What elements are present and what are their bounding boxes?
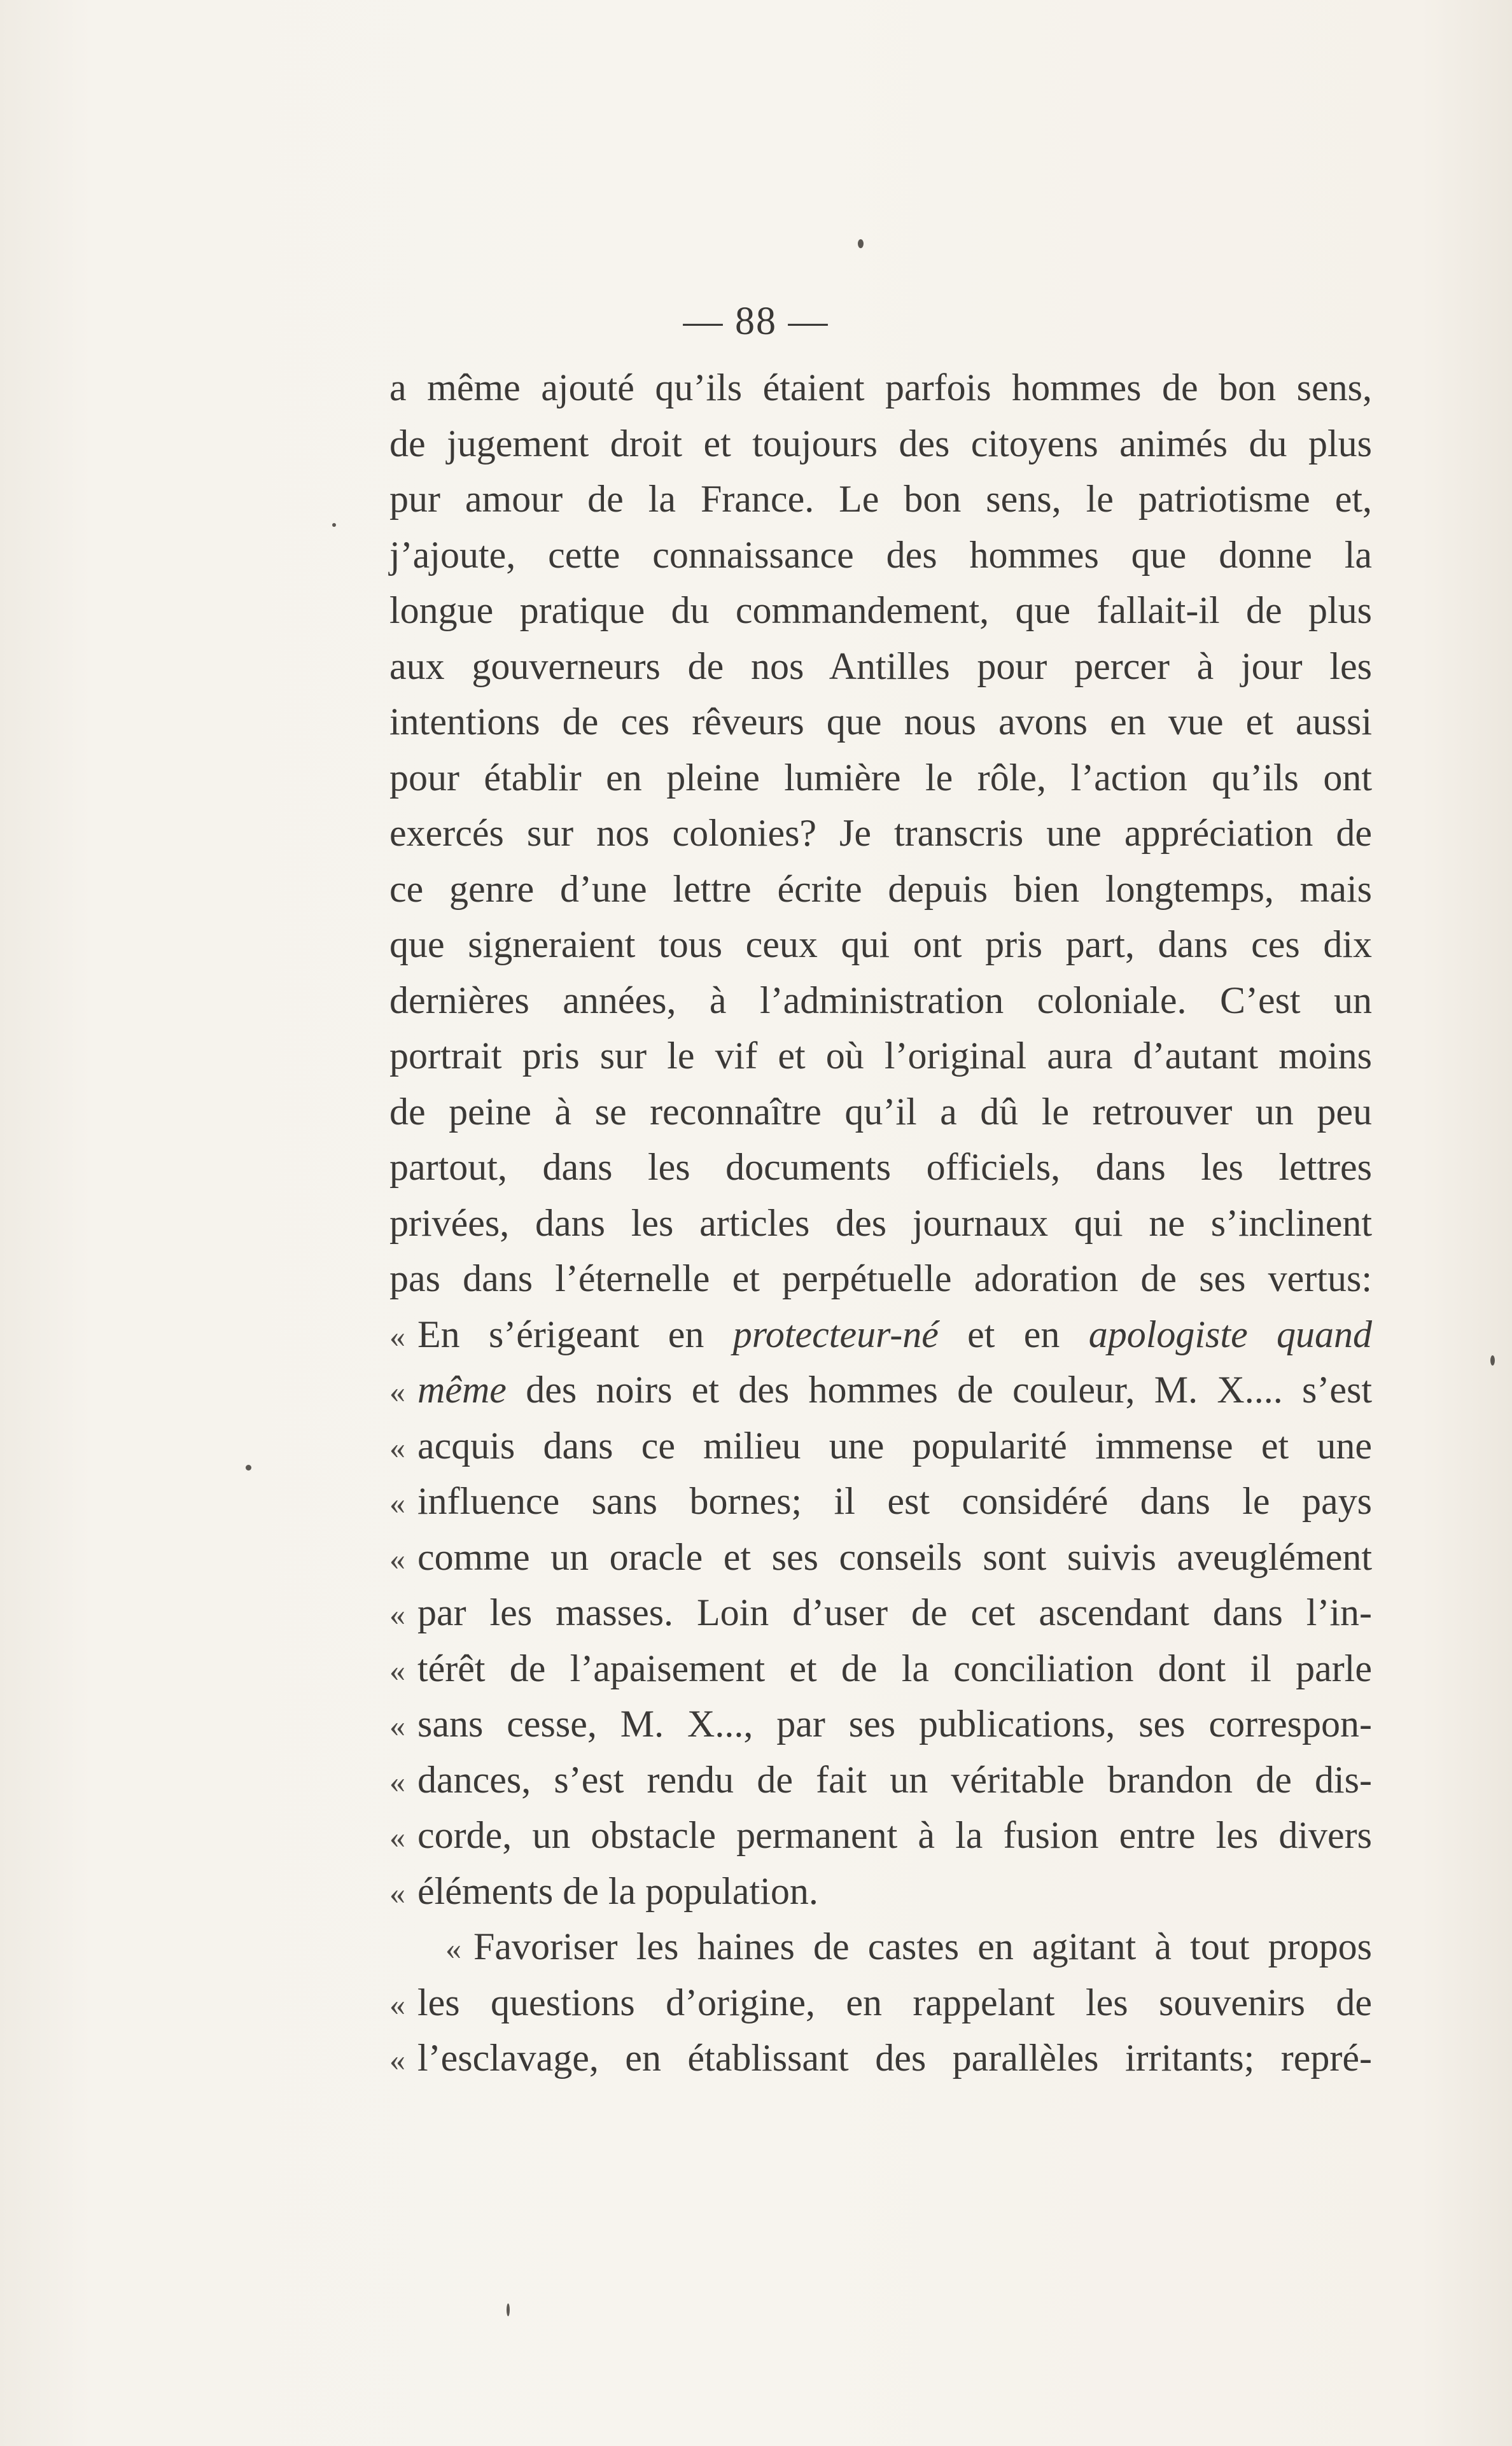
ink-speck xyxy=(246,1465,251,1471)
text-line: partout, dans les documents officiels, dans les lettres xyxy=(389,1146,1372,1188)
quote-line xyxy=(389,1307,1372,1363)
text-line: que signeraient tous ceux qui ont pris part, dans ces dix xyxy=(389,923,1372,965)
quote-mark: « xyxy=(389,2042,405,2078)
text-line: dernières années, à l’administration coloniale. C’est un xyxy=(389,979,1372,1021)
quote-text: l’esclavage, en établissant des parallèles irritants; repré- xyxy=(417,2037,1372,2079)
quote-line xyxy=(389,1975,1372,2031)
quote-text: des noirs et des hommes de couleur, M. X.... s’est xyxy=(506,1369,1372,1411)
quote-text: térêt de l’apaisement et de la conciliation dont il parle xyxy=(417,1647,1372,1689)
quote-mark: « xyxy=(389,1708,405,1744)
quote-mark: « xyxy=(389,1318,405,1354)
quote-mark: « xyxy=(389,1819,405,1855)
italic-term: protecteur-né xyxy=(732,1313,939,1355)
quote-line xyxy=(389,1641,1372,1697)
quote-mark: « xyxy=(389,1875,405,1911)
quote-line xyxy=(389,1418,1372,1474)
quote-line xyxy=(389,1752,1372,1808)
quote-text: En s’érigeant en xyxy=(417,1313,733,1355)
quote-line xyxy=(389,2030,1372,2086)
quote-text: Favoriser les haines de castes en agitant à tout propos xyxy=(473,1925,1372,1967)
quote-text: sans cesse, M. X..., par ses publications, ses correspon- xyxy=(417,1703,1372,1745)
quote-text: dances, s’est rendu de fait un véritable brandon de dis- xyxy=(417,1758,1372,1801)
quote-text: éléments de la population. xyxy=(417,1869,818,1912)
text-line: aux gouverneurs de nos Antilles pour percer à jour les xyxy=(389,645,1372,687)
quote-text: comme un oracle et ses conseils sont suivis aveuglément xyxy=(417,1535,1372,1578)
quote-text: par les masses. Loin d’user de cet ascendant dans l’in- xyxy=(417,1591,1372,1633)
quote-line xyxy=(389,1362,1372,1418)
text-line: pour établir en pleine lumière le rôle, l’action qu’ils ont xyxy=(389,756,1372,799)
text-line: de jugement droit et toujours des citoyens animés du plus xyxy=(389,422,1372,465)
ink-speck xyxy=(507,2303,510,2316)
text-line: j’ajoute, cette connaissance des hommes que donne la xyxy=(389,533,1372,576)
quote-line xyxy=(389,1474,1372,1530)
text-line: privées, dans les articles des journaux qui ne s’inclinent xyxy=(389,1201,1372,1244)
quote-text: et en xyxy=(938,1313,1089,1355)
text-line: de peine à se reconnaître qu’il a dû le retrouver un peu xyxy=(389,1090,1372,1133)
quote-mark: « xyxy=(389,1652,405,1688)
quote-text: acquis dans ce milieu une popularité immense et une xyxy=(417,1424,1372,1467)
quote-mark: « xyxy=(389,1763,405,1800)
quote-mark: « xyxy=(389,1597,405,1632)
quote-mark: « xyxy=(389,1485,405,1521)
italic-term: même xyxy=(417,1369,507,1411)
text-line: ce genre d’une lettre écrite depuis bien longtemps, mais xyxy=(389,867,1372,910)
text-line: exercés sur nos colonies? Je transcris une appréciation de xyxy=(389,812,1372,854)
text-line: longue pratique du commandement, que fallait-il de plus xyxy=(389,589,1372,631)
text-line: pas dans l’éternelle et perpétuelle adoration de ses vertus: xyxy=(389,1257,1372,1299)
body-text xyxy=(389,360,1372,2086)
ink-speck xyxy=(332,523,336,527)
text-line: intentions de ces rêveurs que nous avons en vue et aussi xyxy=(389,701,1372,743)
quote-line xyxy=(389,1585,1372,1641)
quote-mark: « xyxy=(445,1931,461,1966)
quote-text: corde, un obstacle permanent à la fusion entre les divers xyxy=(417,1814,1372,1856)
quote-mark: « xyxy=(389,1541,405,1577)
page-number: — 88 — xyxy=(683,300,829,343)
quote-line xyxy=(389,1919,1372,1975)
ink-speck xyxy=(1490,1355,1495,1366)
quote-mark: « xyxy=(389,1374,405,1409)
quote-line xyxy=(389,1808,1372,1864)
quote-mark: « xyxy=(389,1986,405,2022)
quote-mark: « xyxy=(389,1429,405,1465)
text-line: pur amour de la France. Le bon sens, le patriotisme et, xyxy=(389,478,1372,520)
quote-text: influence sans bornes; il est considéré dans le pays xyxy=(417,1480,1372,1522)
italic-term: apologiste quand xyxy=(1088,1313,1372,1355)
quote-text: les questions d’origine, en rappelant les souvenirs de xyxy=(417,1981,1372,2023)
quote-line xyxy=(389,1864,1372,1920)
text-line: portrait pris sur le vif et où l’original aura d’autant moins xyxy=(389,1035,1372,1077)
text-line: a même ajouté qu’ils étaient parfois hommes de bon sens, xyxy=(389,367,1372,409)
quote-line xyxy=(389,1696,1372,1752)
quote-line xyxy=(389,1530,1372,1586)
ink-speck xyxy=(858,239,864,248)
